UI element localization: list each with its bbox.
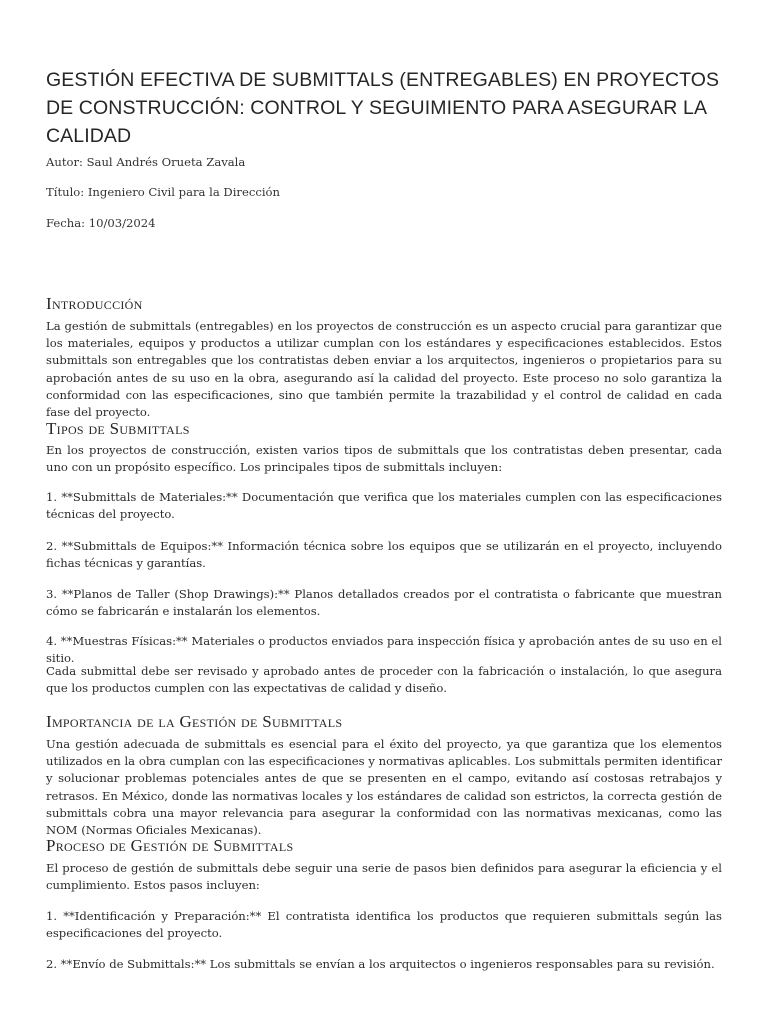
author-line: Autor: Saul Andrés Orueta Zavala bbox=[46, 155, 246, 169]
tipos-paragraph: En los proyectos de construcción, existen varios tipos de submittals que los contratistas deben presentar, cada uno con un propósito específico. Los principales tipos de submittals incluyen: bbox=[46, 443, 722, 475]
heading-importancia: Importancia de la Gestión de Submittals bbox=[46, 712, 343, 731]
list-item: 2. **Submittals de Equipos:** Información técnica sobre los equipos que se utilizarán en el proyecto, incluyendo fichas técnicas y garantías. bbox=[46, 539, 722, 571]
importancia-paragraph: Una gestión adecuada de submittals es esencial para el éxito del proyecto, ya que garantiza que los elementos utilizados en la obra cumplan con las especificaciones y normativas aplicables. Los submittals permiten identificar y solucionar problemas potenciales antes de que se presenten en el campo, evitando así costosas retrabajos y retrasos. En México, donde las normativas locales y los estándares de calidad son estrictos, la correcta gestión de submittals cobra una mayor relevancia para asegurar la conformidad con las normativas mexicanas, como las NOM (Normas Oficiales Mexicanas). bbox=[46, 737, 722, 838]
list-item: 2. **Envío de Submittals:** Los submittals se envían a los arquitectos o ingenieros responsables para su revisión. bbox=[46, 957, 715, 971]
list-item: 4. **Muestras Físicas:** Materiales o productos enviados para inspección física y aprobación antes de su uso en el sitio. bbox=[46, 634, 722, 666]
intro-paragraph: La gestión de submittals (entregables) en los proyectos de construcción es un aspecto crucial para garantizar que los materiales, equipos y productos a utilizar cumplan con los estándares y especificaciones establecidos. Estos submittals son entregables que los contratistas deben enviar a los arquitectos, ingenieros o propietarios para su aprobación antes de su uso en la obra, asegurando así la calidad del proyecto. Este proceso no solo garantiza la conformidad con las especificaciones, sino que también permite la trazabilidad y el control de calidad en cada fase del proyecto. bbox=[46, 319, 722, 420]
heading-introduccion: Introducción bbox=[46, 294, 143, 313]
list-item: 3. **Planos de Taller (Shop Drawings):** Planos detallados creados por el contratista o fabricante que muestran cómo se fabricarán e instalarán los elementos. bbox=[46, 587, 722, 619]
document-title: GESTIÓN EFECTIVA DE SUBMITTALS (ENTREGABLES) EN PROYECTOS DE CONSTRUCCIÓN: CONTROL Y SEGUIMIENTO PARA ASEGURAR LA CALIDAD bbox=[46, 69, 720, 147]
heading-proceso: Proceso de Gestión de Submittals bbox=[46, 836, 294, 855]
list-item: 1. **Submittals de Materiales:** Documentación que verifica que los materiales cumplen con las especificaciones técnicas del proyecto. bbox=[46, 490, 722, 522]
role-line: Título: Ingeniero Civil para la Dirección bbox=[46, 185, 280, 199]
proceso-paragraph: El proceso de gestión de submittals debe seguir una serie de pasos bien definidos para asegurar la eficiencia y el cumplimiento. Estos pasos incluyen: bbox=[46, 861, 722, 893]
tipos-closing-paragraph: Cada submittal debe ser revisado y aprobado antes de proceder con la fabricación o instalación, lo que asegura que los productos cumplen con las expectativas de calidad y diseño. bbox=[46, 664, 722, 696]
heading-tipos: Tipos de Submittals bbox=[46, 419, 190, 438]
date-line: Fecha: 10/03/2024 bbox=[46, 216, 156, 230]
list-item: 1. **Identificación y Preparación:** El contratista identifica los productos que requieren submittals según las especificaciones del proyecto. bbox=[46, 909, 722, 941]
